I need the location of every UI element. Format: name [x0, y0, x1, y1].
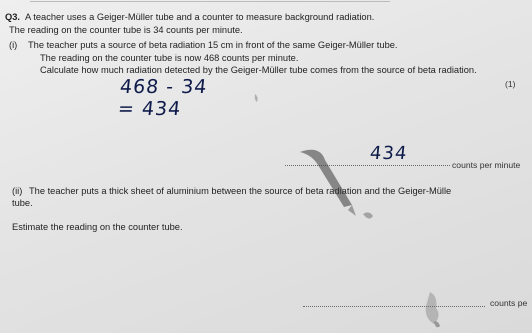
handwritten-answer: 434	[368, 143, 409, 164]
handwritten-working-line-1: 468 - 34	[118, 76, 209, 98]
question-number: Q3.	[5, 12, 20, 22]
part-1-marks: (1)	[505, 79, 516, 89]
part-2-unit: counts pe	[490, 298, 528, 308]
part-1-label: (i)	[9, 40, 18, 50]
intro-line-2: The reading on the counter tube is 34 counts per minute.	[9, 25, 243, 35]
part-2-line-2: tube.	[12, 198, 33, 208]
part-1-unit: counts per minute	[452, 160, 521, 170]
part-1-line-3: Calculate how much radiation detected by the Geiger-Müller tube comes from the source of beta radiation.	[40, 65, 477, 75]
part-2-line-3: Estimate the reading on the counter tube.	[12, 222, 183, 232]
intro-line-1: A teacher uses a Geiger-Müller tube and a counter to measure background radiation.	[25, 12, 375, 22]
part-1-line-1: The teacher puts a source of beta radiation 15 cm in front of the same Geiger-Müller tube.	[28, 40, 398, 50]
part-2-line-1: The teacher puts a thick sheet of aluminium between the source of beta radiation and the Geiger-Mülle	[29, 186, 452, 196]
part-2-label: (ii)	[12, 186, 23, 196]
part-1-line-2: The reading on the counter tube is now 468 counts per minute.	[40, 53, 299, 63]
handwritten-working-line-2: = 434	[116, 98, 183, 120]
